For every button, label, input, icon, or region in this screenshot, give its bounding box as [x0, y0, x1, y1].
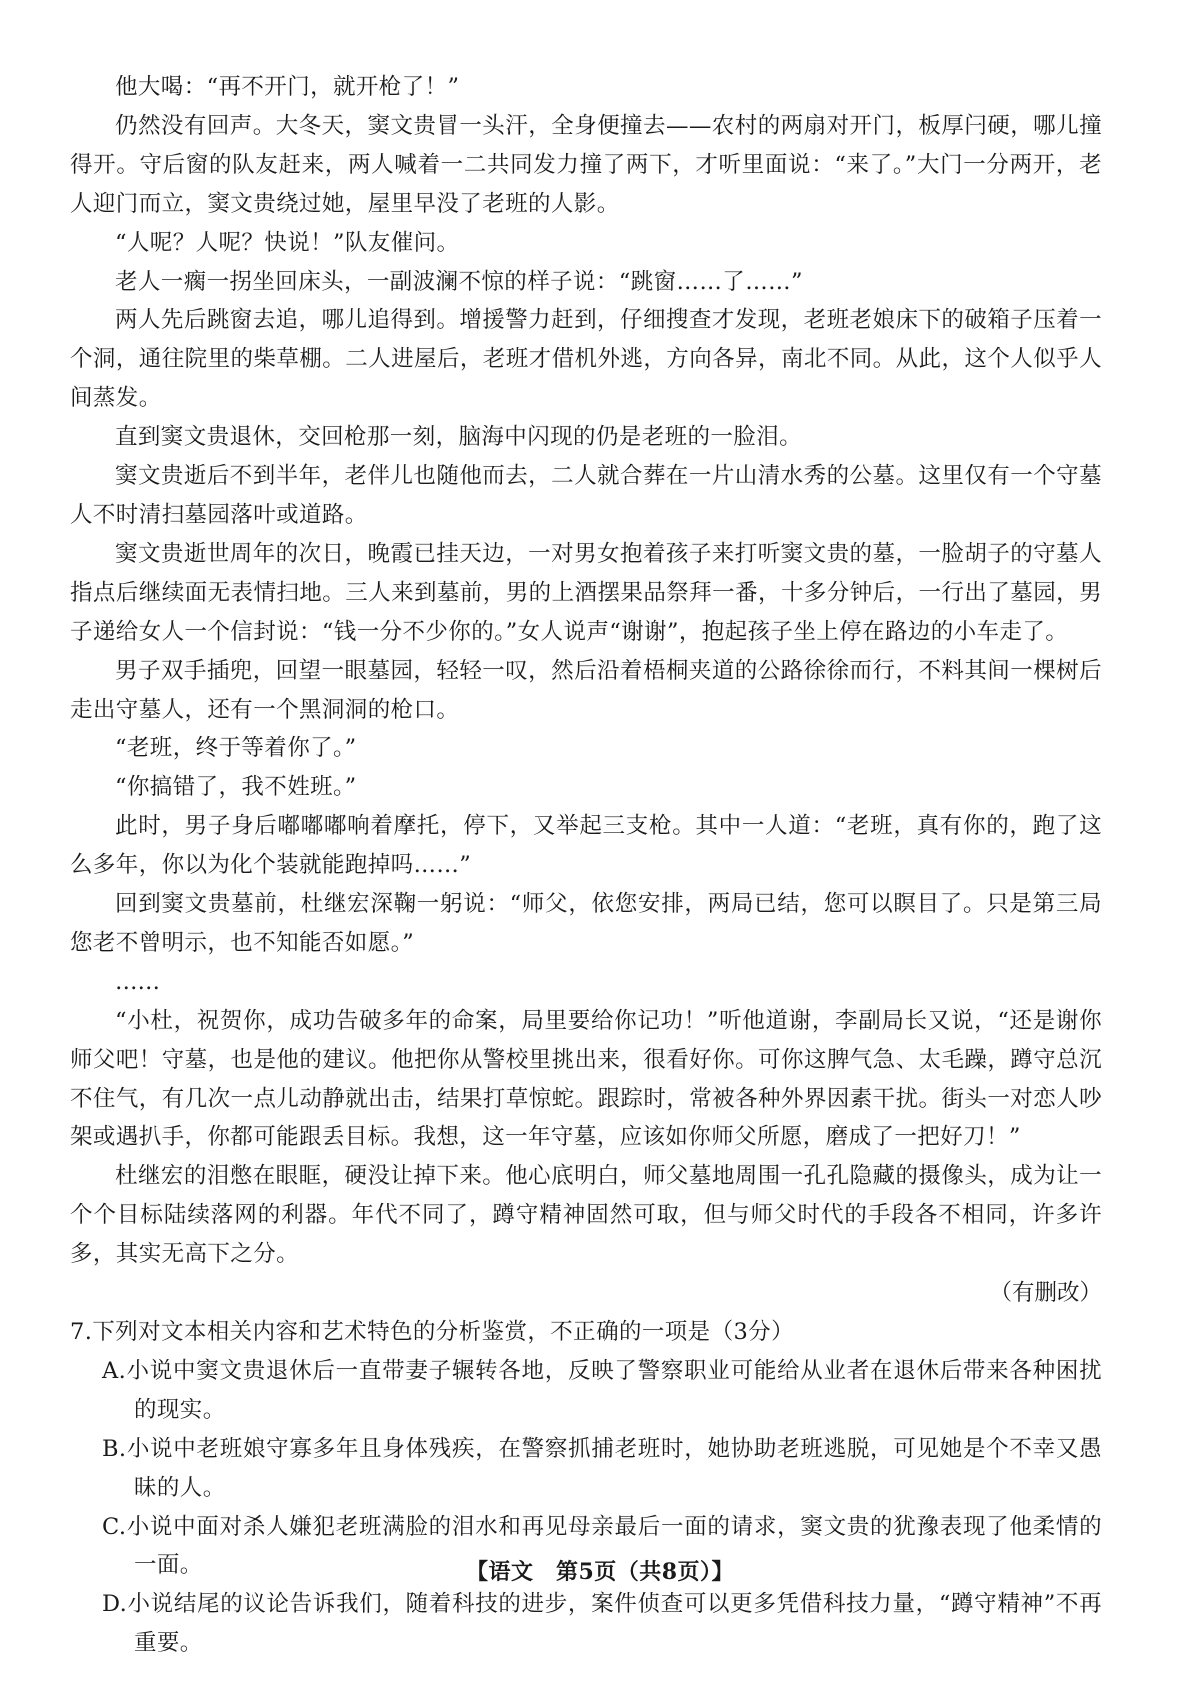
story-paragraph: 杜继宏的泪憋在眼眶，硬没让掉下来。他心底明白，师父墓地周围一孔孔隐藏的摄像头，成为让一个个目标陆续落网的利器。年代不同了，蹲守精神固然可取，但与师父时代的手段各不相同，许多许多，其实无高下之分。	[70, 1163, 1102, 1268]
story-paragraph: 窦文贵逝世周年的次日，晚霞已挂天边，一对男女抱着孩子来打听窦文贵的墓，一脸胡子的守墓人指点后继续面无表情扫地。三人来到墓前，男的上酒摆果品祭拜一番，十多分钟后，一行出了墓园，男子递给女人一个信封说：“钱一分不少你的。”女人说声“谢谢”，抱起孩子坐上停在路边的小车走了。	[70, 540, 1102, 645]
question-stem: 7.下列对文本相关内容和艺术特色的分析鉴赏，不正确的一项是（3分）	[70, 1319, 794, 1345]
option-d: D.小说结尾的议论告诉我们，随着科技的进步，案件侦查可以更多凭借科技力量，“蹲守精神”不再重要。	[102, 1591, 1102, 1657]
story-paragraph: 仍然没有回声。大冬天，窦文贵冒一头汗，全身便撞去——农村的两扇对开门，板厚闩硬，哪儿撞得开。守后窗的队友赶来，两人喊着一二共同发力撞了两下，才听里面说：“来了。”大门一分两开，老人迎门而立，窦文贵绕过她，屋里早没了老班的人影。	[70, 112, 1102, 217]
story-section	[70, 68, 1102, 1313]
story-paragraph: 直到窦文贵退休，交回枪那一刻，脑海中闪现的仍是老班的一脸泪。	[115, 424, 803, 451]
option-c: C.小说中面对杀人嫌犯老班满脸的泪水和再见母亲最后一面的请求，窦文贵的犹豫表现了他柔情的一面。	[102, 1513, 1102, 1579]
story-paragraph: 老人一瘸一拐坐回床头，一副波澜不惊的样子说：“跳窗……了……”	[115, 268, 803, 295]
story-paragraph: “人呢？人呢？快说！”队友催问。	[115, 229, 460, 256]
option-a: A.小说中窦文贵退休后一直带妻子辗转各地，反映了警察职业可能给从业者在退休后带来各种困扰的现实。	[102, 1357, 1102, 1423]
story-paragraph: “你搞错了，我不姓班。”	[115, 774, 357, 801]
story-paragraph: 窦文贵逝后不到半年，老伴儿也随他而去，二人就合葬在一片山清水秀的公墓。这里仅有一个守墓人不时清扫墓园落叶或道路。	[70, 463, 1102, 528]
exam-page	[70, 68, 1102, 1663]
story-paragraph: 两人先后跳窗去追，哪儿追得到。增援警力赶到，仔细搜查才发现，老班老娘床下的破箱子压着一个洞，通往院里的柴草棚。二人进屋后，老班才借机外逃，方向各异，南北不同。从此，这个人似乎人间蒸发。	[70, 307, 1102, 412]
story-paragraph: 他大喝：“再不开门，就开枪了！”	[115, 74, 460, 100]
page-footer: 【语文 第5页（共8页）】	[465, 1559, 735, 1585]
story-paragraph: 男子双手插兜，回望一眼墓园，轻轻一叹，然后沿着梧桐夹道的公路徐徐而行，不料其间一棵树后走出守墓人，还有一个黑洞洞的枪口。	[70, 657, 1102, 723]
story-paragraph: 此时，男子身后嘟嘟嘟响着摩托，停下，又举起三支枪。其中一人道：“老班，真有你的，跑了这么多年，你以为化个装就能跑掉吗……”	[70, 813, 1102, 879]
question-7	[70, 1313, 1102, 1663]
story-paragraph: “老班，终于等着你了。”	[115, 735, 357, 762]
edit-note: （有删改）	[989, 1280, 1102, 1307]
story-paragraph: 回到窦文贵墓前，杜继宏深鞠一躬说：“师父，依您安排，两局已结，您可以瞑目了。只是第三局您老不曾明示，也不知能否如愿。”	[70, 891, 1102, 956]
story-paragraph: “小杜，祝贺你，成功告破多年的命案，局里要给你记功！”听他道谢，李副局长又说，“还是谢你师父吧！守墓，也是他的建议。他把你从警校里挑出来，很看好你。可你这脾气急、太毛躁，蹲守总沉不住气，有几次一点儿动静就出击，结果打草惊蛇。跟踪时，常被各种外界因素干扰。街头一对恋人吵架或遇扒手，你都可能跟丢目标。我想，这一年守墓，应该如你师父所愿，磨成了一把好刀！”	[70, 1007, 1102, 1151]
option-b: B.小说中老班娘守寡多年且身体残疾，在警察抓捕老班时，她协助老班逃脱，可见她是个不幸又愚昧的人。	[102, 1435, 1102, 1501]
story-ellipsis: ……	[115, 968, 160, 995]
